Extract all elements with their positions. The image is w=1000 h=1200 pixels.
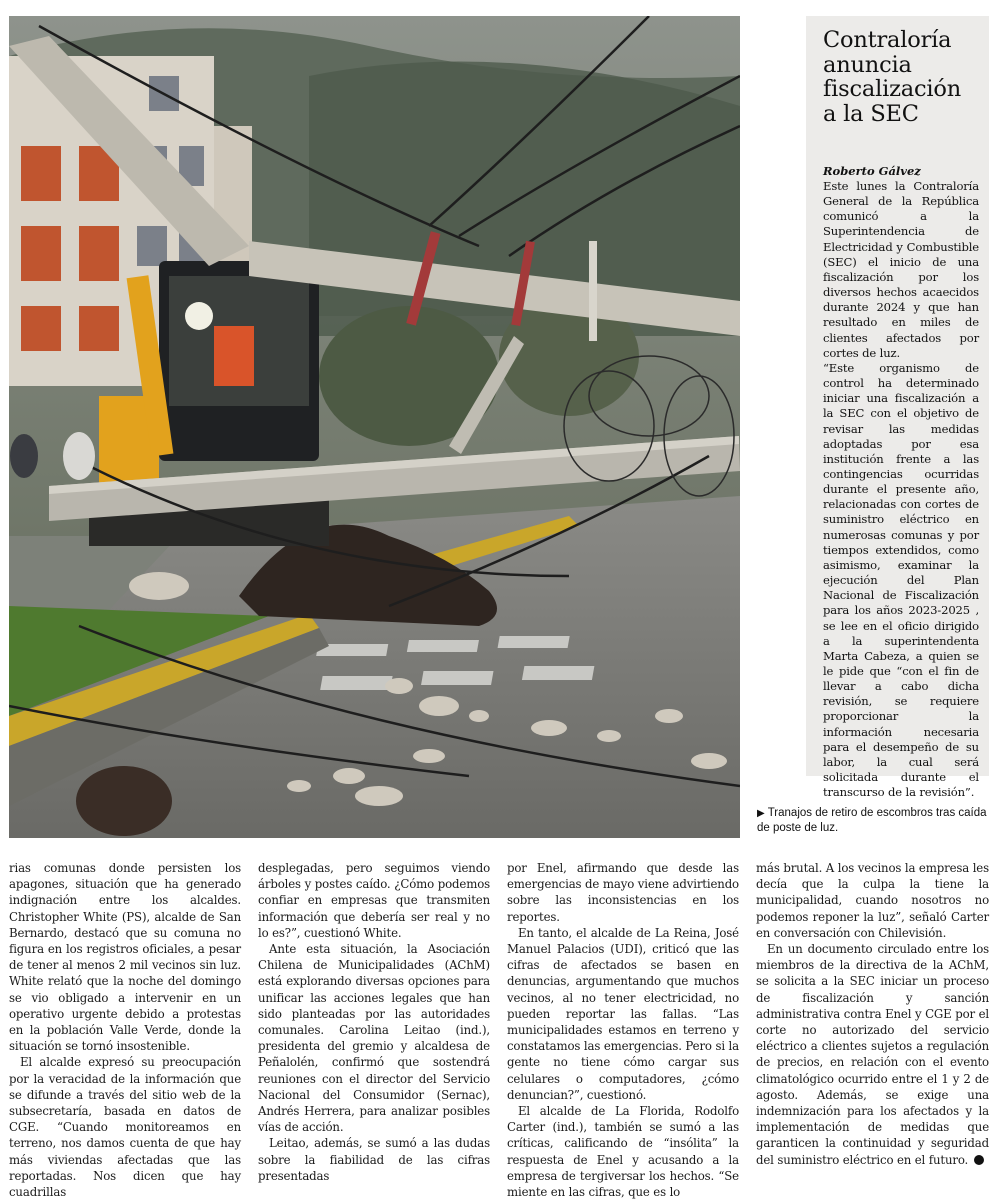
column-1 (9, 860, 241, 1200)
article-body (9, 860, 989, 1200)
sidebar-paragraph: “Este organismo de control ha determinado iniciar una fiscalización a la SEC con el objetivo de revisar las medidas adoptadas por esa institución frente a las contingencias ocurridas durante el presente año, relacionadas con cortes de suministro eléctrico en numerosas comunas y por tiempos extendidos, como asimismo, examinar la ejecución del Plan Nacional de Fiscalización para los años 2023-2025 , se lee en el oficio dirigido a la superintendenta Marta Cabeza, a quien se le pide que “con el fin de llevar a cabo dicha revisión, se requiere proporcionar la información necesaria para el desempeño de su labor, la cual será solicitada durante el transcurso de la revisión”. (823, 360, 979, 800)
column-2 (258, 860, 490, 1184)
sidebar-headline: Contraloría anuncia fiscalización a la SEC (823, 27, 961, 127)
paragraph: El alcalde expresó su preocupación por la veracidad de la información que se difunde a través del sitio web de la subsecretaría, basada en datos de CGE. “Cuando monitoreamos en terreno, nos damos cuenta de que hay más viviendas afectadas que las reportadas. Nos dicen que hay cuadrillas (9, 1055, 241, 1200)
paragraph: El alcalde de La Florida, Rodolfo Carter (ind.), también se sumó a las críticas, calificando de “insólita” la respuesta de Enel y acusando a la empresa de tergiversar los hechos. “Se miente en las cifras, que es lo (507, 1104, 739, 1200)
news-photo (9, 16, 740, 838)
paragraph: más brutal. A los vecinos la empresa les decía que la culpa la tiene la municipalidad, cuando nosotros no podemos reponer la luz”, señaló Carter en conversación con Chilevisión. (756, 861, 989, 940)
paragraph: rias comunas donde persisten los apagones, situación que ha generado indignación entre los alcaldes. Christopher White (PS), alcalde de San Bernardo, destacó que su comuna no figura en los registros oficiales, a pesar de tener al menos 2 mil vecinos sin luz. White relató que la noche del domingo se vio obligado a intervenir en un operativo urgente debido a protestas en la población Valle Verde, donde la situación se tornó insostenible. (9, 861, 241, 1054)
end-of-article-icon (974, 1155, 984, 1165)
sidebar-box (806, 16, 989, 800)
paragraph-last (756, 941, 989, 1168)
paragraph: En tanto, el alcalde de La Reina, José Manuel Palacios (UDI), criticó que las cifras de afectados se basen en denuncias, argumentando que muchos vecinos, al no tener electricidad, no pueden reportar las fallas. “Las municipalidades estamos en terreno y constatamos las emergencias. Pero si la gente no tiene cómo cargar sus celulares o computadores, ¿cómo denuncian?”, cuestionó. (507, 925, 739, 1102)
byline: Roberto Gálvez (823, 164, 921, 178)
paragraph-text: En un documento circulado entre los miembros de la directiva de la AChM, se solicita a la SEC iniciar un proceso de fiscalización y sanción administrativa contra Enel y CGE por el corte no autorizado del servicio eléctrico a clientes sujetos a regulación de precios, en relación con el evento climatológico ocurrido entre el 1 y 2 de agosto. Además, se exige una indemnización para los afectados y la implementación de medidas que garanticen la continuidad y seguridad del suministro eléctrico en el futuro. (756, 942, 989, 1167)
caption-arrow-icon: ▶ (757, 808, 765, 819)
caption-text: Tranajos de retiro de escombros tras caída de poste de luz. (757, 807, 987, 834)
column-3 (507, 860, 739, 1200)
paragraph: Leitao, además, se sumó a las dudas sobre la fiabilidad de las cifras presentadas (258, 1136, 490, 1183)
paragraph: por Enel, afirmando que desde las emergencias de mayo viene advirtiendo sobre las inconsistencias en los reportes. (507, 861, 739, 924)
sidebar-paragraph: Este lunes la Contraloría General de la República comunicó a la Superintendencia de Electricidad y Combustible (SEC) el inicio de una fiscalización por los diversos hechos acaecidos durante 2024 y que han resultado en miles de clientes afectados por cortes de luz. (823, 179, 979, 360)
paragraph: Ante esta situación, la Asociación Chilena de Municipalidades (AChM) está explorando diversas opciones para unificar las acciones legales que han sido planteadas por las autoridades comunales. Carolina Leitao (ind.), presidenta del gremio y alcaldesa de Peñalolén, confirmó que sostendrá reuniones con el director del Servicio Nacional del Consumidor (Sernac), Andrés Herrera, para analizar posibles vías de acción. (258, 942, 490, 1135)
fallen-pole-scene (9, 16, 740, 838)
photo-caption (757, 806, 987, 836)
paragraph: desplegadas, pero seguimos viendo árboles y postes caído. ¿Cómo podemos confiar en empresas que transmiten información que debería ser real y no lo es?”, cuestionó White. (258, 861, 490, 940)
column-4 (756, 860, 989, 1168)
